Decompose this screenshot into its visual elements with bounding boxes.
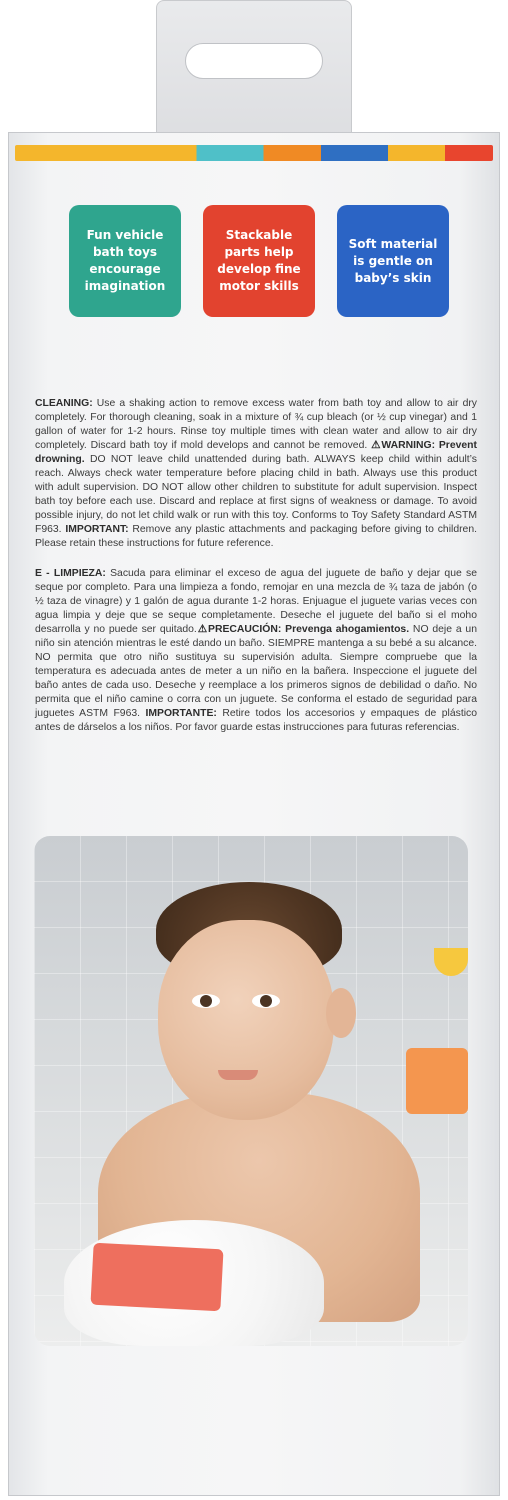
warning-label-es: ⚠PRECAUCIÓN: Prevenga ahogamientos. bbox=[196, 624, 410, 635]
important-label: IMPORTANT: bbox=[65, 524, 129, 535]
instructions-english bbox=[35, 397, 477, 551]
cleaning-label-es: E - LIMPIEZA: bbox=[35, 568, 106, 579]
important-text: Remove any plastic attachments and packaging before giving to children. Please retain these instructions for future reference. bbox=[35, 524, 478, 549]
feature-badge-motor-skills bbox=[203, 205, 315, 317]
child-eye-left bbox=[192, 994, 220, 1008]
hang-tab bbox=[156, 0, 352, 150]
feature-text: Stackable parts help develop fine motor skills bbox=[217, 228, 301, 293]
important-text-es: Retire todos los accesorios y empaques de plástico antes de dárselos a los niños. Por favor guarde estas instrucciones para futuras referencias. bbox=[35, 708, 478, 733]
cleaning-text-es: Sacuda para eliminar el exceso de agua del juguete de baño y dejar que se seque por completo. Para una limpieza a fondo, remojar en una mezcla de ¾ taza de jabón (o ½ taza de vinagre) y 1 galón de agua durante 1-2 horas. Enjuague el juguete varias veces con agua limpia y deje que se seque completamente. Deseche el juguete del baño si el moho desarrolla y no puede ser quitado. bbox=[35, 568, 477, 635]
child-mouth bbox=[218, 1070, 258, 1080]
color-stripe bbox=[15, 145, 493, 161]
instructions-spanish bbox=[35, 567, 477, 735]
child-face bbox=[158, 920, 334, 1120]
warning-text-es: NO deje a un niño sin atención mientras le esté dando un baño. SIEMPRE mantenga a su bebé a su alcance. NO permita que otro niño sustituya su supervisión adulta. Siempre compruebe que la temperatura es adecuada antes de meter a un niño en la bañera. Inspeccione el juguete del baño antes de cada uso. Deseche y reemplace a los primeros signos de debilidad o daño. No permita que el niño camine o corra con un juguete. Se conforma el estado de seguridad para juguetes ASTM F963. bbox=[35, 624, 477, 719]
hang-hole bbox=[185, 43, 323, 79]
feature-badge-imagination bbox=[69, 205, 181, 317]
red-vehicle-toy bbox=[90, 1243, 223, 1312]
care-instructions bbox=[35, 397, 477, 751]
feature-text: Soft material is gentle on baby’s skin bbox=[348, 236, 438, 285]
warning-text: DO NOT leave child unattended during bath. ALWAYS keep child within adult’s reach. Always check water temperature before placing child in bath. Always use this product with adult supervision. DO NOT allow other children to substitute for adult supervision. Inspect bath toy before each use. Discard and replace at first signs of weakness or damage. To avoid possible injury, do not let child walk or run with this toy. Conforms to Toy Safety Standard ASTM F963. bbox=[35, 454, 477, 535]
feature-text: Fun vehicle bath toys encourage imagination bbox=[84, 228, 166, 293]
child-bath-photo bbox=[34, 836, 468, 1346]
cleaning-label: CLEANING: bbox=[35, 398, 93, 409]
orange-truck-toy bbox=[406, 1048, 468, 1114]
child-eye-right bbox=[252, 994, 280, 1008]
child-ear bbox=[326, 988, 356, 1038]
feature-badge-soft-material bbox=[337, 205, 449, 317]
cleaning-text: Use a shaking action to remove excess water from bath toy and allow to air dry completely. For thorough cleaning, soak in a mixture of ¾ cup bleach (or ½ cup vinegar) and 1 gallon of water for 1-2 hours. Rinse toy multiple times with clean water and allow to air dry completely. Discard bath toy if mold develops and cannot be removed. bbox=[35, 398, 477, 451]
warning-label: ⚠WARNING: Prevent drowning. bbox=[35, 440, 477, 465]
important-label-es: IMPORTANTE: bbox=[145, 708, 217, 719]
